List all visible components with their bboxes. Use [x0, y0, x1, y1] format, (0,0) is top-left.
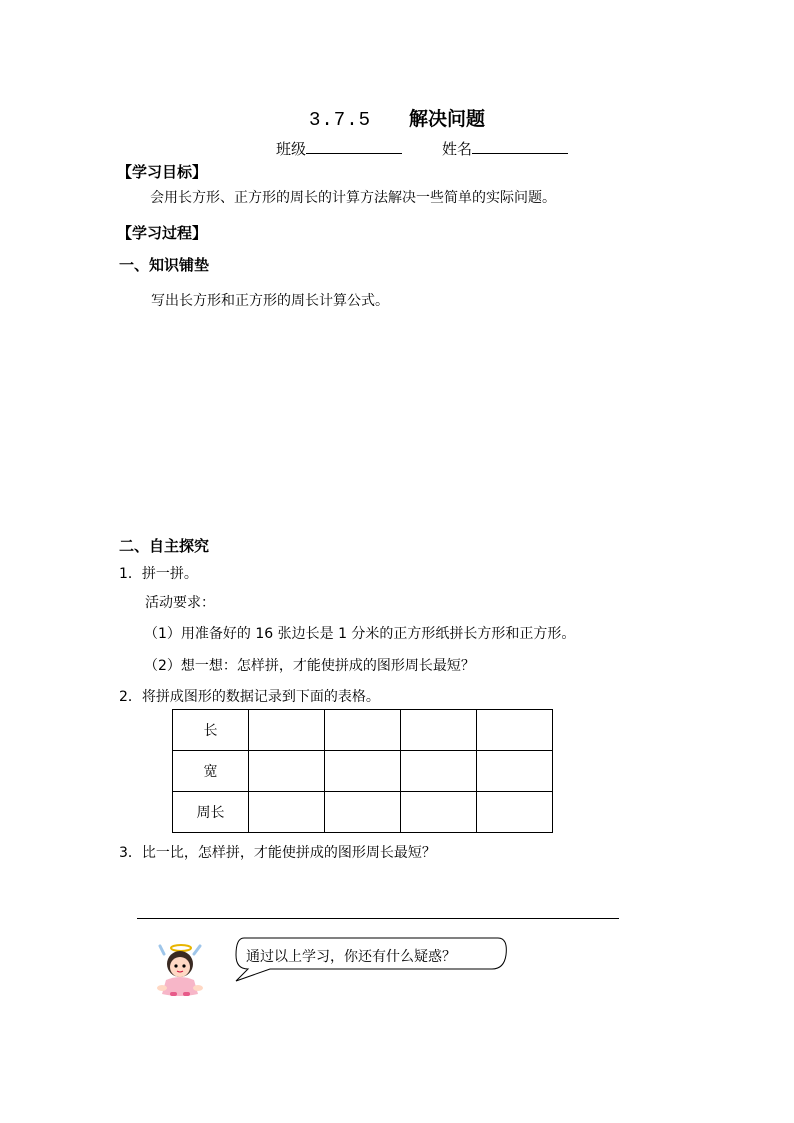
table-cell[interactable]: [249, 751, 325, 792]
goal-heading: 【学习目标】: [117, 163, 208, 181]
table-row: [173, 710, 553, 751]
class-blank[interactable]: [306, 139, 402, 154]
table-cell[interactable]: [477, 710, 553, 751]
name-label: 姓名: [442, 140, 473, 158]
requirement-2: （2）想一想：怎样拼，才能使拼成的图形周长最短？: [144, 658, 475, 674]
bubble-question: 通过以上学习，你还有什么疑惑？: [246, 949, 456, 965]
row-label-width: 宽: [173, 751, 249, 792]
table-cell[interactable]: [401, 792, 477, 833]
table-cell[interactable]: [249, 792, 325, 833]
page-title: [0, 104, 794, 131]
section2-heading: 二、自主探究: [119, 537, 210, 555]
goal-text: 会用长方形、正方形的周长的计算方法解决一些简单的实际问题。: [150, 190, 556, 206]
table-row: [173, 751, 553, 792]
cartoon-girl-icon: [150, 940, 210, 1000]
process-heading: 【学习过程】: [117, 224, 208, 242]
item3-text: 3．比一比，怎样拼，才能使拼成的图形周长最短？: [119, 845, 436, 861]
row-label-length: 长: [173, 710, 249, 751]
table-cell[interactable]: [477, 751, 553, 792]
table-cell[interactable]: [477, 792, 553, 833]
table-cell[interactable]: [325, 792, 401, 833]
lesson-number: 3.7.5: [308, 109, 371, 131]
table-cell[interactable]: [401, 751, 477, 792]
table-cell[interactable]: [325, 751, 401, 792]
item2-text: 2．将拼成图形的数据记录到下面的表格。: [119, 689, 380, 705]
activity-label: 活动要求：: [145, 595, 215, 611]
section1-heading: 一、知识铺垫: [119, 256, 210, 274]
table-cell[interactable]: [401, 710, 477, 751]
table-cell[interactable]: [325, 710, 401, 751]
divider: [137, 918, 619, 919]
name-blank[interactable]: [472, 139, 568, 154]
table-cell[interactable]: [249, 710, 325, 751]
item1-text: 1．拼一拼。: [119, 566, 198, 582]
student-info-line: [276, 138, 568, 159]
row-label-perimeter: 周长: [173, 792, 249, 833]
lesson-title: 解决问题: [409, 108, 486, 130]
table-row: [173, 792, 553, 833]
section1-text: 写出长方形和正方形的周长计算公式。: [151, 293, 389, 309]
class-label: 班级: [276, 140, 307, 158]
record-table: [172, 709, 553, 833]
requirement-1: （1）用准备好的 16 张边长是 1 分米的正方形纸拼长方形和正方形。: [144, 626, 576, 642]
